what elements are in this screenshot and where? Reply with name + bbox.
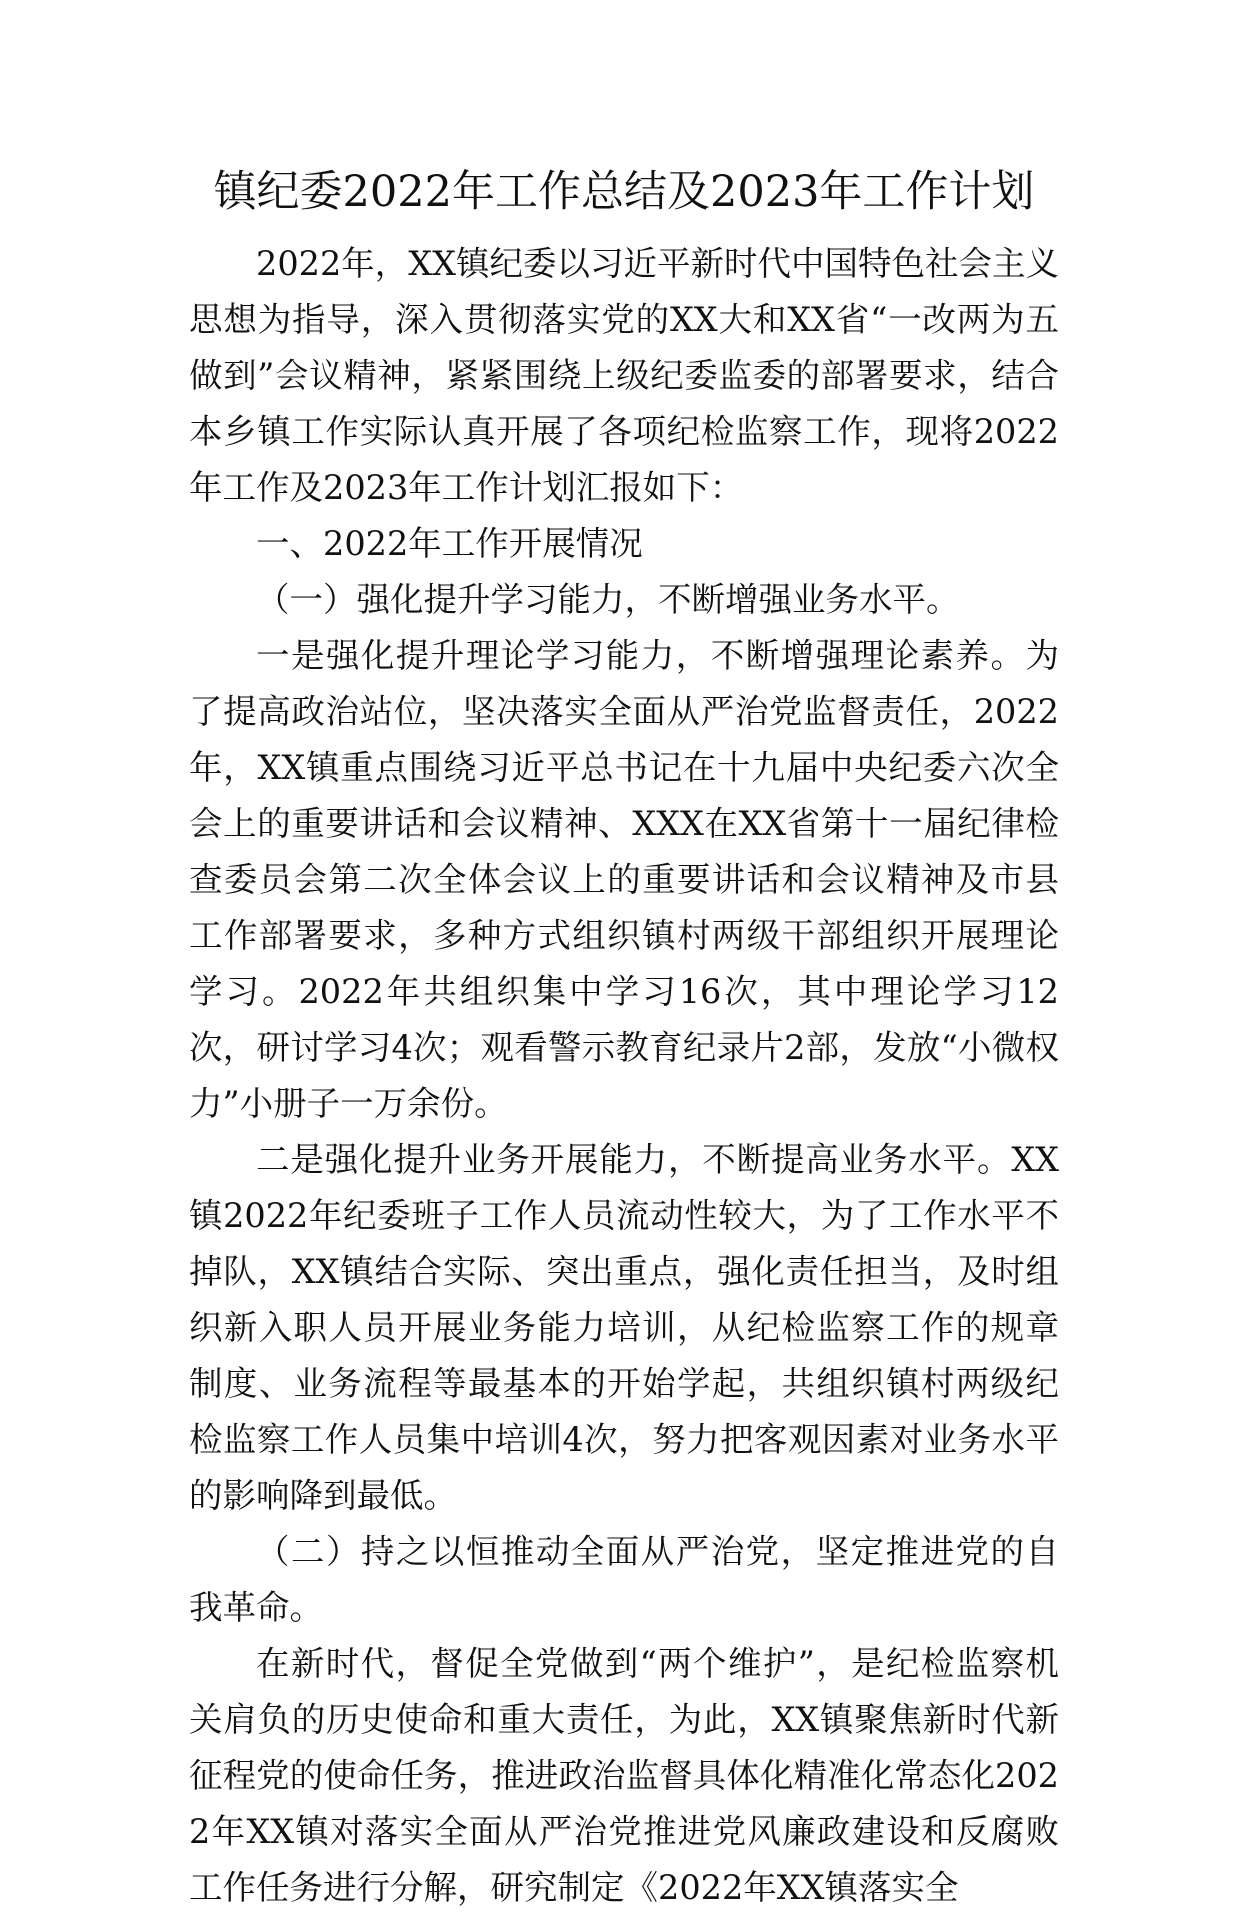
body-paragraph-theory-study: 一是强化提升理论学习能力，不断增强理论素养。为了提高政治站位，坚决落实全面从严治党监督责任，2022年，XX镇重点围绕习近平总书记在十九届中央纪委六次全会上的重要讲话和会议精神、XXX在XX省第十一届纪律检查委员会第二次全体会议上的重要讲话和会议精神及市县工作部署要求，多种方式组织镇村两级干部组织开展理论学习。2022年共组织集中学习16次，其中理论学习12次，研讨学习4次；观看警示教育纪录片2部，发放“小微权力”小册子一万余份。 [189, 636, 1059, 1123]
subsection-heading-2: （二）持之以恒推动全面从严治党，坚定推进党的自我革命。 [189, 1532, 1059, 1627]
intro-paragraph: 2022年，XX镇纪委以习近平新时代中国特色社会主义思想为指导，深入贯彻落实党的XX大和XX省“一改两为五做到”会议精神，紧紧围绕上级纪委监委的部署要求，结合本乡镇工作实际认真开展了各项纪检监察工作，现将2022年工作及2023年工作计划汇报如下： [189, 244, 1059, 507]
body-paragraph-political-supervision: 在新时代，督促全党做到“两个维护”，是纪检监察机关肩负的历史使命和重大责任，为此，XX镇聚焦新时代新征程党的使命任务，推进政治监督具体化精准化常态化2022年XX镇对落实全面从严治党推进党风廉政建设和反腐败工作任务进行分解，研究制定《2022年XX镇落实全 [189, 1644, 1059, 1907]
document-title: 镇纪委2022年工作总结及2023年工作计划 [213, 167, 1035, 217]
subsection-heading-1: （一）强化提升学习能力，不断增强业务水平。 [256, 580, 960, 619]
body-paragraph-business-ability: 二是强化提升业务开展能力，不断提高业务水平。XX镇2022年纪委班子工作人员流动性较大，为了工作水平不掉队，XX镇结合实际、突出重点，强化责任担当，及时组织新入职人员开展业务能力培训，从纪检监察工作的规章制度、业务流程等最基本的开始学起，共组织镇村两级纪检监察工作人员集中培训4次，努力把客观因素对业务水平的影响降到最低。 [189, 1140, 1059, 1515]
document-page [189, 164, 1059, 1916]
section-heading-1: 一、2022年工作开展情况 [256, 524, 643, 563]
